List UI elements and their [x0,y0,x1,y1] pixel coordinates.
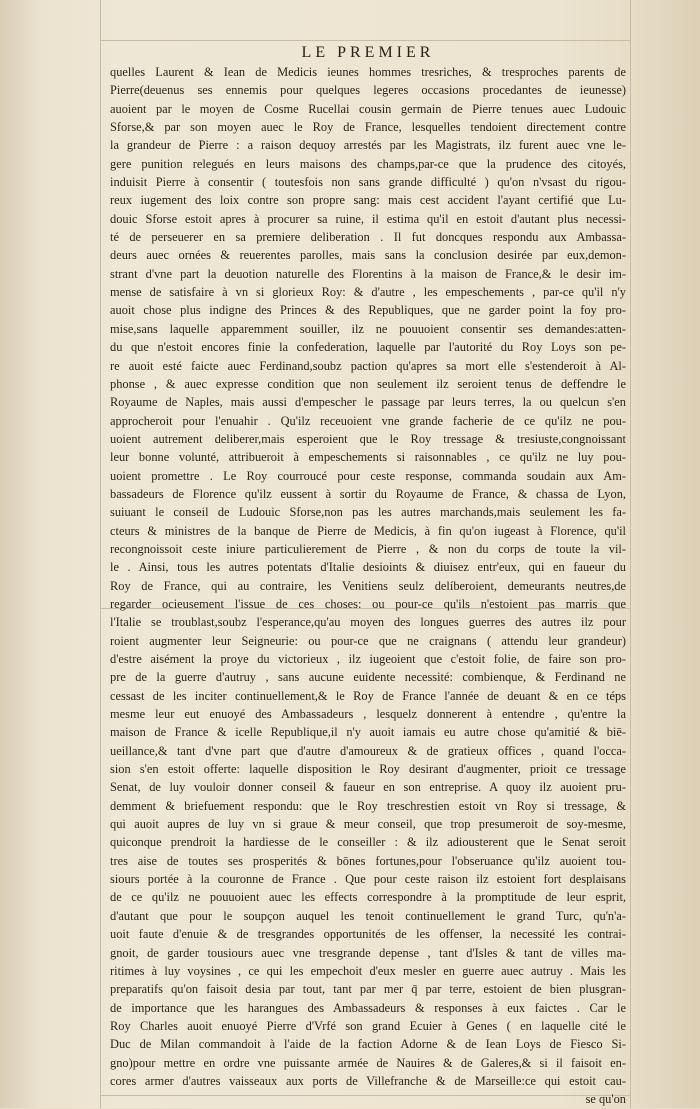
right-margin-rule [630,0,631,1108]
text-line: suiuant le conseil de Ludouic Sforse,non pas les autres marchands,mais seulement les fa- [110,505,626,520]
text-line: induisit Pierre à consentir ( toutesfois non sans grande difficulté ) qu'on n'vsast du rigou- [110,175,626,190]
text-line: ueillance,& tant d'vne part que d'autre d'amoureux & de gratieux offices , quand l'occa- [110,743,626,758]
text-line: du que n'estoit encores finie la confederation, laquelle par l'autorité du Roy Loys son pe- [110,340,626,355]
text-line: tres aise de toutes ses prosperités & bōnes fortunes,pour l'obseruance qu'ilz auoient tou- [110,853,626,868]
text-line: recongnoissoit ceste iniure particulierement de Pierre , & non du corps de toute la vil- [110,541,626,556]
body-text [110,63,626,1109]
text-line: maison de France & icelle Republique,il n'y auoit iamais eu autre chose qu'amitié & biē- [110,725,626,740]
text-line: douic Sforse estoit apres à procurer sa ruine, il estima qu'il en estoit d'autant plus necessi- [110,211,626,226]
text-line: demment & briefuement respondu: que le Roy treschrestien estoit vn Roy si tressage, & [110,798,626,813]
text-line: mesme leur eut enuoyé des Ambassadeurs , lesquelz donnerent à entendre , qu'entre la [110,707,626,722]
text-line: qui auoit aupres de luy vn si graue & meur conseil, que trop presumeroit de soy-mesme, [110,817,626,832]
text-line: re auoit esté faicte auec Ferdinand,soubz paction qu'apres sa mort elle s'estenderoit à Al- [110,358,626,373]
text-line: Roy Charles auoit enuoyé Pierre d'Vrfé son grand Ecuier à Genes ( en laquelle cité le [110,1018,626,1033]
text-line: Pierre(deuenus ses ennemis pour quelques legeres occasions procedantes de ieunesse) [110,83,626,98]
text-line: phonse , & auec expresse condition que non seulement ilz seroient tenus de deffendre le [110,376,626,391]
text-line: auoient par le moyen de Cosme Rucellai cousin germain de Pierre tenues auec Ludouic [110,101,626,116]
text-line: gere punition relegués en leurs maisons des champs,par-ce que la prudence des citoyés, [110,156,626,171]
text-line: uoient promettre . Le Roy courroucé pour ceste response, commanda soudain aux Am- [110,468,626,483]
text-line: se qu'on [585,1092,626,1107]
text-line: de importance que les harangues des Ambassadeurs & responses à eux faictes . Car le [110,1000,626,1015]
text-line: gno)pour mettre en ordre vne puissante armée de Nauires & de Galeres,& si il faisoit en- [110,1055,626,1070]
text-line: uoit faute d'enuie & de tresgrandes opportunités de les offenser, la necessité les contrai- [110,927,626,942]
top-fold-line [100,40,630,41]
text-line: siours portée à la couronne de France . Que pour ceste raison ilz estoient fort desplaisans [110,872,626,887]
text-line: cessast de les inciter continuellement,& le Roy de France l'année de deuant & en ce téps [110,688,626,703]
text-line: Senat, de luy vouloir donner conseil & faueur en son entreprise. A quoy ilz auoient pru- [110,780,626,795]
text-line: cteurs & ministres de la banque de Pierre de Medicis, à fin qu'on iugeast à Florence, qu'il [110,523,626,538]
text-line: strant d'vne part la deuotion naturelle des Florentins à la maison de France,& le desir im- [110,266,626,281]
text-line: de ce qu'ilz ne pouuoient auec les effects correspondre à la promptitude de leur esprit, [110,890,626,905]
text-line: mise,sans laquelle apparemment souiller, ilz ne pouuoient consentir ses demandes:atten- [110,321,626,336]
text-line: té de perseuerer en sa premiere deliberation . Il fut doncques respondu aux Ambassa- [110,230,626,245]
text-line: mense de satisfaire à vn si glorieux Roy: & d'autre , les empeschements , par-ce qu'il n'y [110,285,626,300]
text-line: pre de la guerre d'autruy , sans aucune euidente necessité: combienque, & Ferdinand ne [110,670,626,685]
text-line: cores armer d'autres vaisseaux aux ports de Villefranche & de Marseille:ce qui estoit cau- [110,1073,626,1088]
text-line: approcheroit pour l'enuahir . Qu'ilz receuoient vne grande facherie de ce qu'ilz ne pou- [110,413,626,428]
text-line: uoient autrement deliberer,mais esperoient que le Roy tressage & tresiuste,congnoissant [110,431,626,446]
text-line: ritimes à luy voysines , ce qui les empechoit d'eux mesler en guerre auec autruy . Mais les [110,963,626,978]
text-line: le . Ainsi, tous les autres potentats d'Italie desioints & diuisez entr'eux, qui en faueur du [110,560,626,575]
text-line: quiconque prendroit la hardiesse de le conseiller : & ilz adiousterent que le Senat seroit [110,835,626,850]
running-title: LE PREMIER [301,44,435,61]
text-line: auoit chose plus indigne des Princes & des Republiques, que ne garder point la foy pro- [110,303,626,318]
text-line: regarder ocieusement l'issue de ces choses: ou pour-ce qu'ils n'estoient pas marris que [110,596,626,611]
text-line: deurs auec ornées & reuerentes parolles, mais sans la conclusion desirée par eux,demon- [110,248,626,263]
text-line: leur bonne volunté, attribueroit à empeschements si raisonnables , ce qu'ilz ne luy pou- [110,450,626,465]
text-line: sion s'en estoit offerte: laquelle disposition le Roy desirant d'augmenter, prioit ce tressage [110,762,626,777]
text-line: l'Italie se troublast,soubz l'esperance,qu'au moyen des longues guerres des autres ilz pour [110,615,626,630]
text-line: reux iugement des loix contre son propre sang: mais cest accident l'ayant certifié que Lu- [110,193,626,208]
text-line: quelles Laurent & Iean de Medicis ieunes hommes tresriches, & tresproches parents de [110,65,626,79]
text-line: roient augmenter leur Seigneurie: ou pour-ce que ne craignans ( attendu leur grandeur) [110,633,626,648]
text-line: la grandeur de Pierre : a raison dequoy arrestés par les Magistrats, ilz furent auec vne le- [110,138,626,153]
text-line: Duc de Milan commandoit à l'aide de la faction Adorne & de Iean Loys de Fiesco Si- [110,1037,626,1052]
text-line: gnoit, de garder tousiours auec vne tresgrande depense , tant d'Isles & tant de villes ma- [110,945,626,960]
text-line: bassadeurs de Florence qu'ilz eussent à sortir du Royaume de France, & chassa de Lyon, [110,486,626,501]
text-line: Sforse,& par son moyen auec le Roy de France, lesquelles tendoient directement contre [110,120,626,135]
text-line: preparatifs qu'on faisoit desia par tout, tant par mer q̄ par terre, estoient de bien plusgran- [110,982,626,997]
left-margin-rule [100,0,101,1108]
text-line: Roy de France, qui au contraire, les Venitiens seulz delíberoient, demeurants neutres,de [110,578,626,593]
text-line: d'estre aisément la proye du victorieux , ilz iugeoient que c'estoit folie, de faire son pro- [110,652,626,666]
text-line: d'autant que pour le soupçon auquel les tenoit continuellement le grand Turc, qu'n'a- [110,908,626,923]
text-line: Royaume de Naples, mais aussi d'empescher le passage par leurs terres, la ou quelcun s'en [110,395,626,410]
